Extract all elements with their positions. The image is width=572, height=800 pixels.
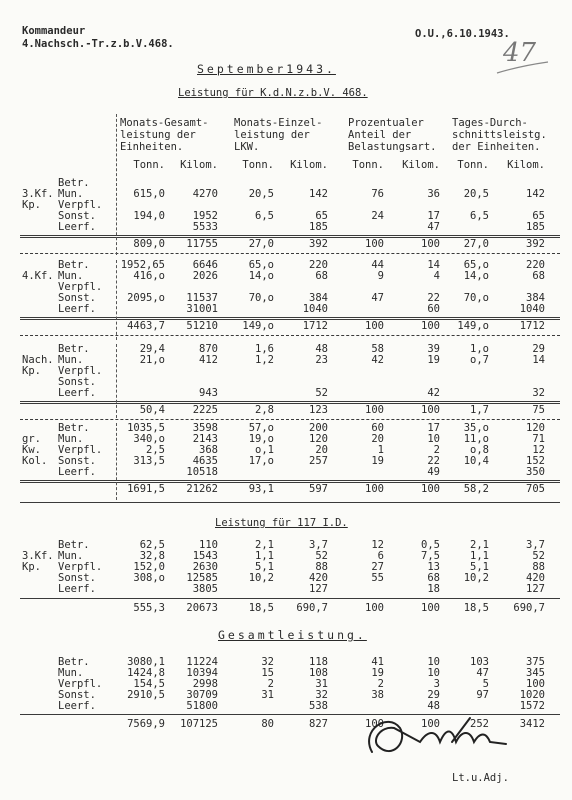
table-cell: 1040 [519, 303, 545, 315]
unit-label: 4.Kf. [22, 270, 54, 282]
total-cell: 149,o [457, 320, 489, 332]
table-cell: 416,o [133, 270, 165, 282]
total-cell: 100 [421, 320, 440, 332]
unit-label: 3.Kf. [22, 188, 54, 200]
table-cell: 65,o [463, 259, 489, 271]
column-header-c3-line: Belastungsart. [348, 141, 437, 153]
table-cell: 118 [309, 656, 328, 668]
total-cell: 252 [470, 718, 489, 730]
total-cell: 1712 [302, 320, 328, 332]
table-cell: 15 [261, 667, 274, 679]
table-cell: 2630 [192, 561, 218, 573]
table-cell: 2095,o [127, 292, 165, 304]
table-cell: 6,5 [255, 210, 274, 222]
table-cell: 38 [371, 689, 384, 701]
table-cell: 1,1 [255, 550, 274, 562]
table-cell: 14,o [248, 270, 274, 282]
table-cell: 22 [427, 455, 440, 467]
table-cell: 65 [532, 210, 545, 222]
table-cell: 185 [309, 221, 328, 233]
table-cell: 14,o [463, 270, 489, 282]
table-cell: o,8 [470, 444, 489, 456]
total-cell: 100 [421, 718, 440, 730]
table-cell: 47 [476, 667, 489, 679]
row-category: Mun. [58, 354, 84, 366]
table-cell: 11537 [186, 292, 218, 304]
column-header-c1-line: Einheiten. [120, 141, 184, 153]
unit-header: Kilom. [402, 159, 440, 171]
row-category: Sonst. [58, 689, 96, 701]
table-cell: 88 [532, 561, 545, 573]
column-header-c4-line: Tages-Durch- [452, 117, 528, 129]
table-cell: 6646 [192, 259, 218, 271]
table-cell: 412 [199, 354, 218, 366]
row-category: Leerf. [58, 303, 96, 315]
header-unit: 4.Nachsch.-Tr.z.b.V.468. [22, 38, 174, 50]
total-cell: 100 [365, 320, 384, 332]
table-cell: 48 [427, 700, 440, 712]
total-cell: 27,0 [248, 238, 274, 250]
table-cell: 100 [526, 678, 545, 690]
table-cell: 2910,5 [127, 689, 165, 701]
section2-title: Leistung für 117 I.D. [215, 517, 348, 529]
table-cell: 19 [371, 455, 384, 467]
table-cell: 60 [427, 303, 440, 315]
table-cell: 17,o [248, 455, 274, 467]
total-cell: 100 [365, 238, 384, 250]
row-category: Betr. [58, 539, 90, 551]
total-cell: 100 [365, 404, 384, 416]
table-cell: 220 [309, 259, 328, 271]
table-cell: 870 [199, 343, 218, 355]
table-cell: 36 [427, 188, 440, 200]
table-cell: 120 [309, 433, 328, 445]
table-cell: 49 [427, 466, 440, 478]
table-cell: 71 [532, 433, 545, 445]
table-cell: 12 [532, 444, 545, 456]
row-category: Betr. [58, 259, 90, 271]
row-category: Verpfl. [58, 199, 103, 211]
table-cell: 55 [371, 572, 384, 584]
table-cell: 20,5 [248, 188, 274, 200]
table-cell: 9 [377, 270, 384, 282]
table-cell: 10518 [186, 466, 218, 478]
table-cell: 35,o [463, 422, 489, 434]
table-cell: 154,5 [133, 678, 165, 690]
table-cell: 2143 [192, 433, 218, 445]
table-cell: 19,o [248, 433, 274, 445]
total-cell: 100 [365, 718, 384, 730]
table-cell: 60 [371, 422, 384, 434]
table-cell: 12585 [186, 572, 218, 584]
table-cell: 3,7 [309, 539, 328, 551]
table-cell: 32,8 [139, 550, 165, 562]
total-cell: 690,7 [513, 602, 545, 614]
row-category: Verpfl. [58, 365, 103, 377]
column-header-c1-line: Monats-Gesamt- [120, 117, 209, 129]
total-cell: 18,5 [463, 602, 489, 614]
table-cell: 17 [427, 422, 440, 434]
row-category: Betr. [58, 656, 90, 668]
table-cell: 4 [433, 270, 440, 282]
unit-label: Kp. [22, 199, 41, 211]
table-cell: 3080,1 [127, 656, 165, 668]
row-category: Mun. [58, 433, 84, 445]
table-cell: 20 [315, 444, 328, 456]
table-cell: 5,1 [470, 561, 489, 573]
table-cell: 1,1 [470, 550, 489, 562]
table-cell: 31 [315, 678, 328, 690]
table-cell: 6,5 [470, 210, 489, 222]
table-cell: 22 [427, 292, 440, 304]
table-cell: 110 [199, 539, 218, 551]
table-cell: 4635 [192, 455, 218, 467]
table-cell: 615,0 [133, 188, 165, 200]
column-header-c2-line: leistung der [234, 129, 310, 141]
table-cell: 10 [427, 667, 440, 679]
table-cell: 194,0 [133, 210, 165, 222]
table-cell: 2,1 [470, 539, 489, 551]
table-cell: 200 [309, 422, 328, 434]
total-cell: 80 [261, 718, 274, 730]
row-category: Sonst. [58, 376, 96, 388]
table-cell: 142 [309, 188, 328, 200]
total-cell: 58,2 [463, 483, 489, 495]
table-cell: 3805 [192, 583, 218, 595]
total-cell: 4463,7 [127, 320, 165, 332]
table-cell: 7,5 [421, 550, 440, 562]
table-cell: 42 [371, 354, 384, 366]
total-cell: 1,7 [470, 404, 489, 416]
total-cell: 51210 [186, 320, 218, 332]
total-cell: 123 [309, 404, 328, 416]
table-cell: 1572 [519, 700, 545, 712]
table-cell: 368 [199, 444, 218, 456]
table-cell: 47 [371, 292, 384, 304]
table-cell: 97 [476, 689, 489, 701]
table-cell: 10 [427, 433, 440, 445]
table-cell: 384 [526, 292, 545, 304]
row-category: Leerf. [58, 387, 96, 399]
table-cell: 10,4 [463, 455, 489, 467]
table-cell: 0,5 [421, 539, 440, 551]
total-cell: 100 [421, 404, 440, 416]
table-cell: 42 [427, 387, 440, 399]
table-cell: 1020 [519, 689, 545, 701]
table-cell: 39 [427, 343, 440, 355]
table-cell: 32 [261, 656, 274, 668]
total-cell: 392 [309, 238, 328, 250]
column-header-c1-line: leistung der [120, 129, 196, 141]
total-cell: 107125 [180, 718, 218, 730]
total-cell: 50,4 [139, 404, 165, 416]
table-cell: 152 [526, 455, 545, 467]
table-cell: 1 [377, 444, 384, 456]
table-cell: 103 [470, 656, 489, 668]
row-category: Leerf. [58, 221, 96, 233]
table-cell: 32 [532, 387, 545, 399]
folio-underline [497, 62, 548, 73]
row-category: Mun. [58, 188, 84, 200]
table-cell: 5,1 [255, 561, 274, 573]
table-cell: 1952 [192, 210, 218, 222]
total-cell: 392 [526, 238, 545, 250]
row-category: Betr. [58, 343, 90, 355]
row-category: Sonst. [58, 572, 96, 584]
total-cell: 809,0 [133, 238, 165, 250]
row-category: Mun. [58, 667, 84, 679]
table-cell: 65,o [248, 259, 274, 271]
total-cell: 2225 [192, 404, 218, 416]
total-cell: 2,8 [255, 404, 274, 416]
row-category: Verpfl. [58, 281, 103, 293]
table-cell: 108 [309, 667, 328, 679]
table-cell: 3 [433, 678, 440, 690]
total-cell: 11755 [186, 238, 218, 250]
table-cell: 52 [315, 550, 328, 562]
table-cell: 3598 [192, 422, 218, 434]
table-cell: 19 [371, 667, 384, 679]
table-cell: 185 [526, 221, 545, 233]
header-commander: Kommandeur [22, 25, 86, 37]
table-cell: 29 [427, 689, 440, 701]
total-cell: 75 [532, 404, 545, 416]
table-cell: 20 [371, 433, 384, 445]
row-category: Verpfl. [58, 444, 103, 456]
unit-header: Tonn. [242, 159, 274, 171]
row-category: Leerf. [58, 466, 96, 478]
table-cell: 70,o [248, 292, 274, 304]
table-cell: 375 [526, 656, 545, 668]
table-cell: 14 [427, 259, 440, 271]
table-cell: 57,o [248, 422, 274, 434]
table-cell: 51800 [186, 700, 218, 712]
row-category: Sonst. [58, 455, 96, 467]
table-cell: 11224 [186, 656, 218, 668]
total-cell: 27,0 [463, 238, 489, 250]
unit-header: Kilom. [290, 159, 328, 171]
table-cell: 1952,65 [120, 259, 165, 271]
table-cell: 943 [199, 387, 218, 399]
total-cell: 705 [526, 483, 545, 495]
table-cell: 30709 [186, 689, 218, 701]
total-cell: 20673 [186, 602, 218, 614]
table-cell: 2 [377, 678, 384, 690]
table-cell: 127 [526, 583, 545, 595]
table-cell: 65 [315, 210, 328, 222]
table-cell: 31 [261, 689, 274, 701]
column-header-c4-line: der Einheiten. [452, 141, 541, 153]
table-cell: 10,2 [463, 572, 489, 584]
unit-label: Kol. [22, 455, 48, 467]
row-category: Mun. [58, 550, 84, 562]
row-category: Leerf. [58, 700, 96, 712]
table-cell: 1543 [192, 550, 218, 562]
table-cell: 152,0 [133, 561, 165, 573]
table-cell: 70,o [463, 292, 489, 304]
table-cell: 19 [427, 354, 440, 366]
table-cell: 10,2 [248, 572, 274, 584]
table-cell: 68 [427, 572, 440, 584]
total-cell: 827 [309, 718, 328, 730]
table-cell: 20,5 [463, 188, 489, 200]
total-cell: 21262 [186, 483, 218, 495]
table-cell: 5533 [192, 221, 218, 233]
table-cell: 220 [526, 259, 545, 271]
table-cell: 2,5 [146, 444, 165, 456]
table-cell: 23 [315, 354, 328, 366]
table-cell: 5 [482, 678, 489, 690]
table-cell: 345 [526, 667, 545, 679]
table-cell: 2 [267, 678, 274, 690]
table-cell: 1035,5 [127, 422, 165, 434]
total-cell: 7569,9 [127, 718, 165, 730]
table-cell: 2 [433, 444, 440, 456]
table-cell: 47 [427, 221, 440, 233]
row-category: Leerf. [58, 583, 96, 595]
unit-header: Tonn. [457, 159, 489, 171]
table-cell: 88 [315, 561, 328, 573]
column-header-c2-line: LKW. [234, 141, 260, 153]
unit-label: 3.Kf. [22, 550, 54, 562]
folio-number: 47 [503, 38, 537, 68]
table-cell: 11,o [463, 433, 489, 445]
table-cell: 44 [371, 259, 384, 271]
total-cell: 100 [421, 602, 440, 614]
table-cell: 10394 [186, 667, 218, 679]
table-cell: 142 [526, 188, 545, 200]
table-cell: 350 [526, 466, 545, 478]
table-cell: 76 [371, 188, 384, 200]
table-cell: 24 [371, 210, 384, 222]
total-cell: 3412 [519, 718, 545, 730]
table-cell: 313,5 [133, 455, 165, 467]
column-header-c2-line: Monats-Einzel- [234, 117, 323, 129]
table-cell: 12 [371, 539, 384, 551]
table-cell: 3,7 [526, 539, 545, 551]
table-cell: 52 [532, 550, 545, 562]
table-cell: o,7 [470, 354, 489, 366]
section3-title: Gesamtleistung. [218, 628, 367, 642]
table-cell: 10 [427, 656, 440, 668]
unit-label: Kp. [22, 561, 41, 573]
table-cell: 1,2 [255, 354, 274, 366]
table-cell: 308,o [133, 572, 165, 584]
total-cell: 100 [421, 238, 440, 250]
total-cell: 93,1 [248, 483, 274, 495]
column-header-c3-line: Anteil der [348, 129, 412, 141]
table-cell: 41 [371, 656, 384, 668]
total-cell: 100 [365, 483, 384, 495]
handwritten-signature [369, 718, 506, 752]
total-cell: 18,5 [248, 602, 274, 614]
table-cell: 257 [309, 455, 328, 467]
signature-rank: Lt.u.Adj. [452, 772, 509, 784]
table-cell: 21,o [139, 354, 165, 366]
table-cell: 52 [315, 387, 328, 399]
table-cell: 14 [532, 354, 545, 366]
table-cell: 58 [371, 343, 384, 355]
table-cell: 127 [309, 583, 328, 595]
table-cell: 538 [309, 700, 328, 712]
table-cell: 4270 [192, 188, 218, 200]
table-cell: 68 [315, 270, 328, 282]
row-category: Sonst. [58, 210, 96, 222]
table-cell: 17 [427, 210, 440, 222]
unit-label: gr. [22, 433, 41, 445]
total-cell: 1691,5 [127, 483, 165, 495]
total-cell: 690,7 [296, 602, 328, 614]
unit-header: Tonn. [133, 159, 165, 171]
column-header-c3-line: Prozentualer [348, 117, 424, 129]
table-cell: 29 [532, 343, 545, 355]
table-cell: 340,o [133, 433, 165, 445]
table-cell: 420 [526, 572, 545, 584]
table-cell: 29,4 [139, 343, 165, 355]
table-cell: 1,o [470, 343, 489, 355]
table-cell: 2,1 [255, 539, 274, 551]
document-subtitle: Leistung für K.d.N.z.b.V. 468. [178, 87, 368, 99]
unit-label: Kp. [22, 365, 41, 377]
table-cell: 62,5 [139, 539, 165, 551]
table-cell: 18 [427, 583, 440, 595]
unit-header: Kilom. [507, 159, 545, 171]
table-cell: 384 [309, 292, 328, 304]
total-cell: 100 [365, 602, 384, 614]
table-cell: o,1 [255, 444, 274, 456]
row-category: Betr. [58, 177, 90, 189]
total-cell: 555,3 [133, 602, 165, 614]
header-place-date: O.U.,6.10.1943. [415, 28, 510, 40]
table-cell: 1424,8 [127, 667, 165, 679]
table-cell: 68 [532, 270, 545, 282]
table-cell: 48 [315, 343, 328, 355]
table-cell: 13 [427, 561, 440, 573]
row-category: Betr. [58, 422, 90, 434]
total-cell: 149,o [242, 320, 274, 332]
unit-label: Nach. [22, 354, 54, 366]
row-category: Sonst. [58, 292, 96, 304]
table-cell: 120 [526, 422, 545, 434]
unit-label: Kw. [22, 444, 41, 456]
total-cell: 597 [309, 483, 328, 495]
row-category: Verpfl. [58, 561, 103, 573]
column-header-c4-line: schnittsleistg. [452, 129, 547, 141]
table-cell: 1040 [302, 303, 328, 315]
total-cell: 1712 [519, 320, 545, 332]
table-cell: 32 [315, 689, 328, 701]
table-cell: 31001 [186, 303, 218, 315]
table-cell: 420 [309, 572, 328, 584]
table-cell: 2026 [192, 270, 218, 282]
table-cell: 2998 [192, 678, 218, 690]
total-cell: 100 [421, 483, 440, 495]
row-category: Mun. [58, 270, 84, 282]
row-category: Verpfl. [58, 678, 103, 690]
unit-header: Kilom. [180, 159, 218, 171]
document-title: September1943. [197, 62, 336, 76]
table-cell: 1,6 [255, 343, 274, 355]
unit-header: Tonn. [352, 159, 384, 171]
table-cell: 6 [377, 550, 384, 562]
table-cell: 27 [371, 561, 384, 573]
